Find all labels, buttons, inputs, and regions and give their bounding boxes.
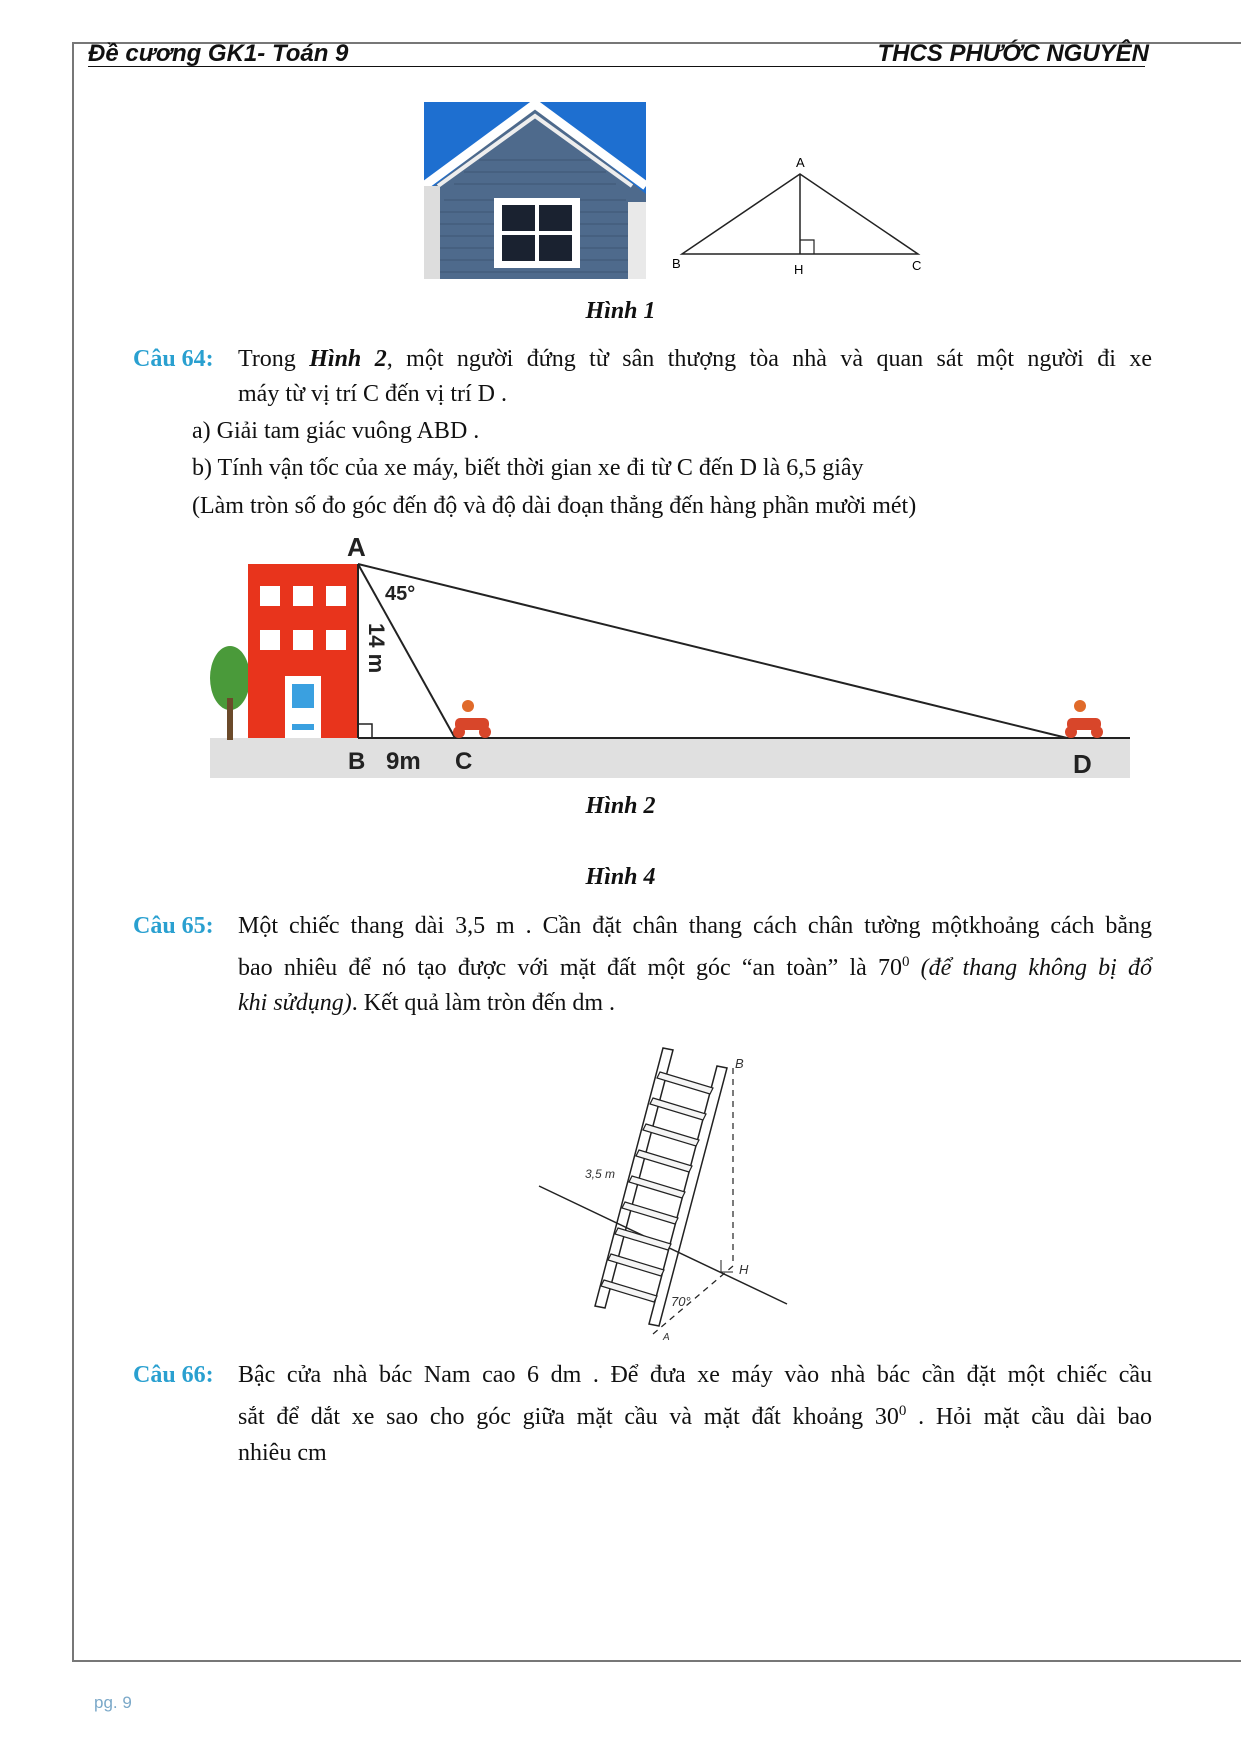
q64-label: Câu 64: [133,346,214,372]
q65-label: Câu 65: [133,913,214,939]
q64-part-b: b) Tính vận tốc của xe máy, biết thời gian xe đi từ C đến D là 6,5 giây [192,455,864,481]
motorbike-d-icon [1065,700,1103,738]
triangle-label-a: A [796,155,805,170]
fig2-angle: 45° [385,583,416,605]
q65-line2: bao nhiêu để nó tạo được với mặt đất một góc “an toàn” là $70^0$ (để thang không bị đổ [238,954,1152,981]
building-motorbike-diagram [205,528,1133,788]
q66-line1: Bậc cửa nhà bác Nam cao 6 dm . Để đưa xe máy vào nhà bác cần đặt một chiếc cầu [238,1362,1152,1388]
header-rule [88,66,1145,67]
q66-line3: nhiêu cm [238,1440,327,1466]
q64-line1: Trong Hình 2, một người đứng từ sân thượng tòa nhà và quan sát một người đi xe [238,346,1152,372]
q65-line1: Một chiếc thang dài 3,5 m . Cần đặt chân thang cách chân tường mộtkhoảng cách bằng [238,913,1152,939]
fig2-label-b: B [348,748,366,775]
fig2-height: 14 m [364,623,389,674]
triangle-abc-diagram [670,150,930,280]
q64-part-a: a) Giải tam giác vuông ABD . [192,418,480,444]
ladder-diagram [535,1042,795,1342]
ladder-angle-label: 70° [671,1294,691,1309]
ladder-label-a: A [663,1332,670,1342]
ladder-label-b: B [735,1056,744,1071]
ladder-length-label: 3,5 m [585,1167,616,1181]
q64-note: (Làm tròn số đo góc đến độ và độ dài đoạn thẳng đến hàng phần mười mét) [192,493,917,519]
fig2-label-bc: 9m [386,748,421,775]
q65-line3: khi sửdụng). Kết quả làm tròn đến dm . [238,990,616,1016]
figure1-caption: Hình 1 [585,298,656,324]
q64-line2: máy từ vị trí C đến vị trí D . [238,381,507,407]
page-number: pg. 9 [94,1693,132,1712]
q66-label: Câu 66: [133,1362,214,1388]
q66-line2: sắt để dắt xe sao cho góc giữa mặt cầu và mặt đất khoảng $30^0$ . Hỏi mặt cầu dài bao [238,1403,1152,1430]
triangle-label-h: H [794,262,804,277]
header-left: Đề cương GK1- Toán 9 [88,40,349,67]
fig2-label-a: A [347,532,366,562]
fig2-label-c: C [455,748,473,775]
ladder-label-h: H [739,1262,749,1277]
triangle-label-b: B [672,256,681,271]
motorbike-c-icon [453,700,491,738]
figure4-caption: Hình 4 [585,864,656,890]
fig2-label-d: D [1073,749,1092,779]
q64-figure-ref: Hình 2 [309,346,387,372]
triangle-label-c: C [912,258,922,273]
header-right: THCS PHƯỚC NGUYÊN [877,40,1149,67]
house-photo [424,102,646,279]
figure2-caption: Hình 2 [585,793,656,819]
